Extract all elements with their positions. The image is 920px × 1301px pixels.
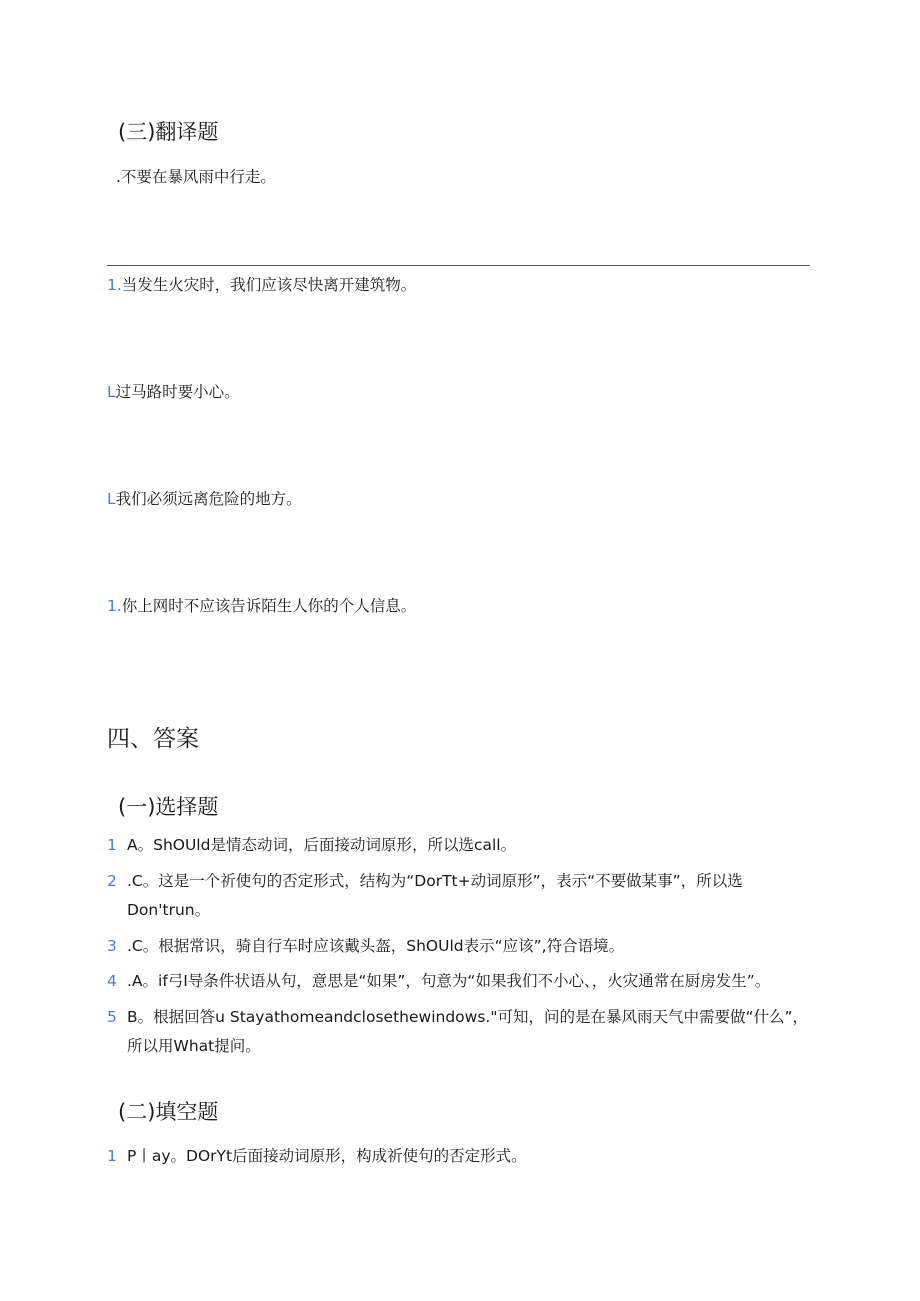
answer-line bbox=[107, 265, 810, 266]
answer-text: A。ShOUld是情态动词，后面接动词原形，所以选call。 bbox=[127, 836, 517, 854]
answer-item bbox=[107, 1003, 808, 1061]
answer-number: 1 bbox=[107, 836, 117, 854]
translation-question-2 bbox=[107, 380, 240, 402]
section-heading-answers: 四、答案 bbox=[107, 726, 199, 752]
question-text: 我们必须远离危险的地方。 bbox=[115, 490, 302, 508]
answer-text: .C。根据常识，骑自行车时应该戴头盔，ShOUld表示“应该”,符合语境。 bbox=[127, 937, 625, 955]
answer-item bbox=[107, 932, 624, 961]
subsection-heading-fill: (二)填空题 bbox=[118, 1100, 219, 1124]
question-text: 当发生火灾时，我们应该尽快离开建筑物。 bbox=[121, 276, 417, 294]
answer-number: 5 bbox=[107, 1008, 117, 1026]
question-text: 你上网时不应该告诉陌生人你的个人信息。 bbox=[121, 597, 417, 615]
answer-number: 3 bbox=[107, 937, 117, 955]
answer-text-continued: Don'trun。 bbox=[127, 901, 211, 919]
question-number: 1. bbox=[107, 597, 122, 615]
translation-question-0: .不要在暴风雨中行走。 bbox=[116, 168, 276, 186]
section-heading-translation: (三)翻译题 bbox=[118, 120, 219, 144]
question-text: 过马路时要小心。 bbox=[115, 383, 240, 401]
answer-number: 1 bbox=[107, 1147, 117, 1165]
answer-number: 2 bbox=[107, 872, 117, 890]
translation-question-1 bbox=[107, 273, 416, 295]
translation-question-4 bbox=[107, 594, 416, 616]
answer-text: .C。这是一个祈使句的否定形式，结构为“DorTt+动词原形”，表示“不要做某事”，所以选 bbox=[127, 872, 743, 890]
question-number: L bbox=[107, 383, 116, 401]
question-number: 1. bbox=[107, 276, 122, 294]
answer-text-continued: 所以用What提问。 bbox=[127, 1037, 261, 1055]
subsection-heading-choice: (一)选择题 bbox=[118, 795, 219, 819]
answer-item bbox=[107, 867, 743, 925]
answer-item bbox=[107, 1142, 527, 1171]
answer-item bbox=[107, 967, 770, 996]
answer-text: B。根据回答u Stayathomeandclosethewindows."可知，问的是在暴风雨天气中需要做“什么”， bbox=[127, 1008, 809, 1026]
answer-text: .A。if弓I导条件状语从句，意思是“如果”，句意为“如果我们不小心、，火灾通常在厨房发生”。 bbox=[127, 972, 771, 990]
answer-text: P丨ay。DOrYt后面接动词原形，构成祈使句的否定形式。 bbox=[127, 1147, 527, 1165]
answer-number: 4 bbox=[107, 972, 117, 990]
question-number: L bbox=[107, 490, 116, 508]
translation-question-3 bbox=[107, 487, 302, 509]
answer-item bbox=[107, 831, 516, 860]
